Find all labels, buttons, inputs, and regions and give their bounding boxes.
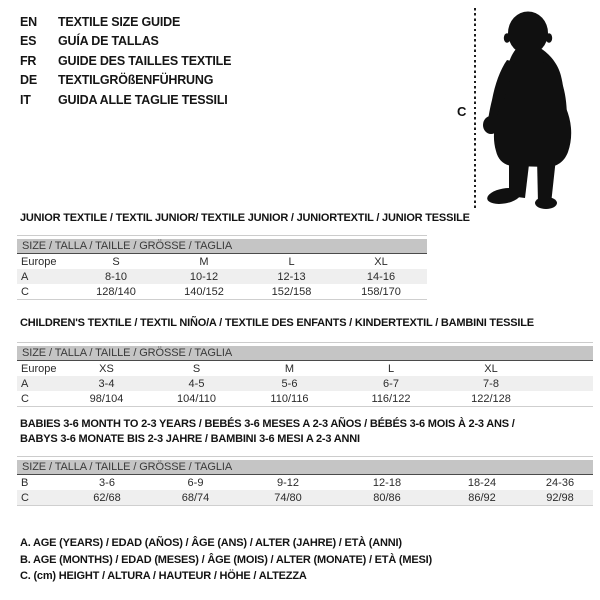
age-cell: 18-24	[467, 476, 497, 489]
size-header-band: SIZE / TALLA / TAILLE / GRÖSSE / TAGLIA	[17, 460, 593, 475]
language-code: IT	[20, 92, 31, 107]
age-cell: 7-8	[445, 376, 537, 391]
age-cell: 12-13	[248, 269, 335, 284]
language-row-de	[20, 71, 231, 90]
size-cell: S	[192, 362, 201, 375]
language-code: ES	[20, 34, 37, 49]
height-cell: 68/74	[152, 490, 239, 506]
language-code: FR	[20, 53, 37, 68]
age-cell: 3-4	[62, 376, 151, 391]
size-cell: M	[284, 362, 295, 375]
children-section-title: CHILDREN'S TEXTILE / TEXTIL NIÑO/A / TEXTILE DES ENFANTS / KINDERTEXTIL / BAMBINI TESSILE	[20, 317, 534, 329]
babies-section-title	[20, 417, 590, 446]
size-cell: L	[387, 362, 395, 375]
table-row	[17, 284, 427, 300]
language-list	[20, 13, 231, 110]
age-cell: 8-10	[72, 269, 160, 284]
size-cell: L	[288, 255, 295, 268]
age-cell: 6-7	[337, 376, 445, 391]
spacer-cell	[537, 391, 593, 407]
language-label: GUIDA ALLE TAGLIE TESSILI	[58, 92, 228, 107]
table-top-hairline	[17, 342, 593, 343]
row-label: B	[21, 476, 29, 489]
legend-line-b: B. AGE (MONTHS) / EDAD (MESES) / ÂGE (MOIS) / ALTER (MONATE) / ETÀ (MESI)	[20, 553, 432, 566]
legend	[20, 535, 432, 585]
table-top-hairline	[17, 456, 593, 457]
age-cell: 9-12	[276, 476, 300, 489]
height-cell: 110/116	[242, 391, 337, 407]
age-cell: 10-12	[160, 269, 248, 284]
babies-title-line1: BABIES 3-6 MONTH TO 2-3 YEARS / BEBÉS 3-6 MESES A 2-3 AÑOS / BÉBÉS 3-6 MOIS À 2-3 ANS /	[20, 418, 515, 430]
table-row	[17, 490, 593, 506]
row-label: Europe	[21, 362, 57, 375]
height-cell: 122/128	[445, 391, 537, 407]
age-cell: 14-16	[335, 269, 427, 284]
height-cell: 92/98	[527, 490, 593, 506]
row-label: C	[17, 490, 62, 506]
height-cell: 98/104	[62, 391, 151, 407]
age-cell: 6-9	[187, 476, 204, 489]
row-label: C	[17, 284, 72, 300]
legend-line-c: C. (cm) HEIGHT / ALTURA / HAUTEUR / HÖHE / ALTEZZA	[20, 570, 307, 582]
table-row	[17, 376, 593, 391]
table-row	[17, 391, 593, 407]
height-cell: 128/140	[72, 284, 160, 300]
size-cell: XL	[374, 255, 388, 268]
row-label: C	[17, 391, 62, 407]
table-row	[17, 269, 427, 284]
language-code: DE	[20, 73, 37, 88]
size-header-band: SIZE / TALLA / TAILLE / GRÖSSE / TAGLIA	[17, 346, 593, 361]
row-label: A	[17, 269, 72, 284]
toddler-silhouette-icon	[480, 10, 580, 210]
legend-line-a: A. AGE (YEARS) / EDAD (AÑOS) / ÂGE (ANS) / ALTER (JAHRE) / ETÀ (ANNI)	[20, 537, 402, 549]
height-cell: 140/152	[160, 284, 248, 300]
age-cell: 3-6	[99, 476, 115, 489]
height-marker-label: C	[457, 104, 467, 119]
height-cell: 152/158	[248, 284, 335, 300]
size-cell: S	[112, 255, 120, 268]
language-row-es	[20, 32, 231, 51]
table-row	[17, 475, 593, 490]
age-cell: 5-6	[242, 376, 337, 391]
size-cell: XS	[99, 362, 114, 375]
children-table	[17, 346, 593, 407]
height-cell: 86/92	[437, 490, 527, 506]
height-cell: 104/110	[151, 391, 242, 407]
table-row	[17, 254, 427, 269]
height-cell: 158/170	[335, 284, 427, 300]
size-cell: M	[199, 255, 209, 268]
language-label: GUIDE DES TAILLES TEXTILE	[58, 53, 232, 68]
age-cell: 4-5	[151, 376, 242, 391]
height-dotted-line	[474, 8, 476, 211]
language-label: TEXTILE SIZE GUIDE	[58, 15, 181, 29]
age-cell: 24-36	[545, 476, 575, 489]
spacer-cell	[537, 376, 593, 391]
spacer-cell	[537, 361, 593, 376]
language-row-it	[20, 91, 231, 110]
row-label: A	[17, 376, 62, 391]
junior-section-title: JUNIOR TEXTILE / TEXTIL JUNIOR/ TEXTILE JUNIOR / JUNIORTEXTIL / JUNIOR TESSILE	[20, 212, 470, 224]
size-header-band: SIZE / TALLA / TAILLE / GRÖSSE / TAGLIA	[17, 239, 427, 254]
height-cell: 80/86	[337, 490, 437, 506]
table-row	[17, 361, 593, 376]
language-row-fr	[20, 52, 231, 71]
language-label: TEXTILGRÖßENFÜHRUNG	[58, 73, 214, 88]
height-cell: 116/122	[337, 391, 445, 407]
age-cell: 12-18	[372, 476, 402, 489]
height-cell: 74/80	[239, 490, 337, 506]
language-label: GUÍA DE TALLAS	[58, 34, 159, 49]
language-code: EN	[20, 15, 37, 29]
height-cell: 62/68	[62, 490, 152, 506]
row-label: Europe	[21, 255, 57, 268]
babies-table	[17, 460, 593, 506]
size-cell: XL	[484, 362, 498, 375]
table-top-hairline	[17, 235, 427, 236]
language-row-en	[20, 13, 231, 32]
babies-title-line2: BABYS 3-6 MONATE BIS 2-3 JAHRE / BAMBINI 3-6 MESI A 2-3 ANNI	[20, 432, 360, 445]
junior-table	[17, 239, 427, 300]
height-figure	[450, 0, 600, 220]
